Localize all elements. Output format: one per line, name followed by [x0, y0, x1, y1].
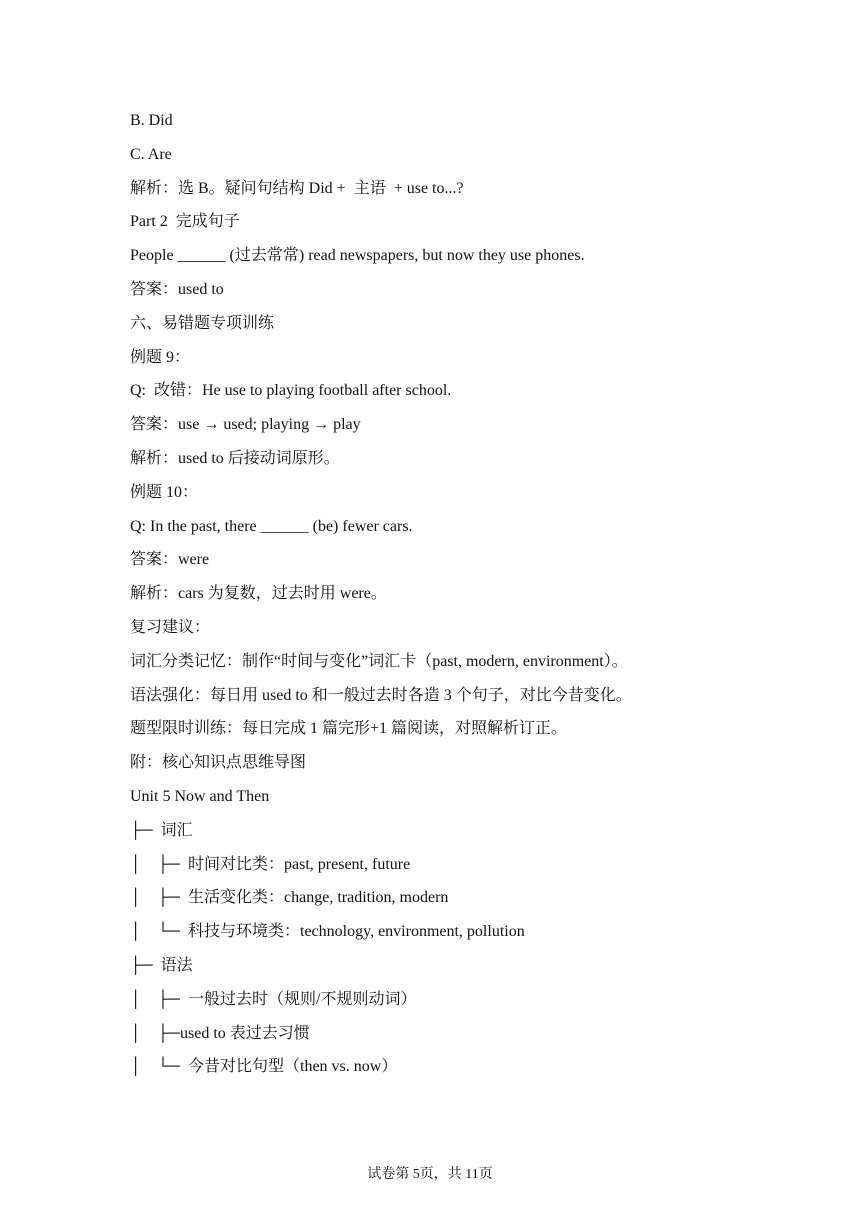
page-footer: 试卷第 5页，共 11页	[367, 1167, 493, 1182]
section-heading: 六、易错题专项训练	[130, 314, 275, 332]
mindmap-branch: ├─ 语法	[130, 956, 193, 974]
mindmap-leaf: │ └─ 今昔对比句型（then vs. now）	[130, 1058, 398, 1076]
answer-line: 答案：were	[130, 551, 210, 569]
review-tip: 语法强化：每日用 used to 和一般过去时各造 3 个句子，对比今昔变化。	[130, 686, 632, 704]
mindmap-leaf: │ └─ 科技与环境类：technology, environment, pollution	[130, 923, 525, 941]
document-body	[130, 111, 810, 1091]
question-line: Q: 改错：He use to playing football after school.	[130, 382, 452, 400]
example-label: 例题 9：	[130, 348, 191, 366]
mindmap-root: Unit 5 Now and Then	[130, 787, 270, 805]
option-c: C. Are	[130, 145, 172, 163]
appendix-heading: 附：核心知识点思维导图	[130, 754, 307, 772]
review-tip: 词汇分类记忆：制作“时间与变化”词汇卡（past, modern, environment）。	[130, 652, 628, 670]
mindmap-leaf: │ ├─ 生活变化类：change, tradition, modern	[130, 889, 449, 907]
review-heading: 复习建议：	[130, 618, 211, 636]
mindmap-branch: ├─ 词汇	[130, 821, 193, 839]
question-line: Q: In the past, there ______ (be) fewer cars.	[130, 517, 413, 535]
explanation-line: 解析：used to 后接动词原形。	[130, 449, 340, 467]
example-label: 例题 10：	[130, 483, 199, 501]
answer-line: 答案：use → used; playing → play	[130, 416, 361, 434]
mindmap-leaf: │ ├─ 时间对比类：past, present, future	[130, 855, 411, 873]
option-b: B. Did	[130, 112, 173, 129]
explanation-line: 解析：选 B。疑问句结构 Did + 主语 + use to...?	[130, 179, 464, 197]
mindmap-leaf: │ ├─used to 表过去习惯	[130, 1024, 310, 1042]
review-tip: 题型限时训练：每日完成 1 篇完形+1 篇阅读，对照解析订正。	[130, 720, 568, 738]
mindmap-leaf: │ ├─ 一般过去时（规则/不规则动词）	[130, 990, 417, 1008]
section-heading: Part 2 完成句子	[130, 213, 240, 231]
answer-line: 答案：used to	[130, 280, 224, 298]
explanation-line: 解析：cars 为复数，过去时用 were。	[130, 585, 387, 603]
question-line: People ______ (过去常常) read newspapers, but now they use phones.	[130, 247, 585, 265]
